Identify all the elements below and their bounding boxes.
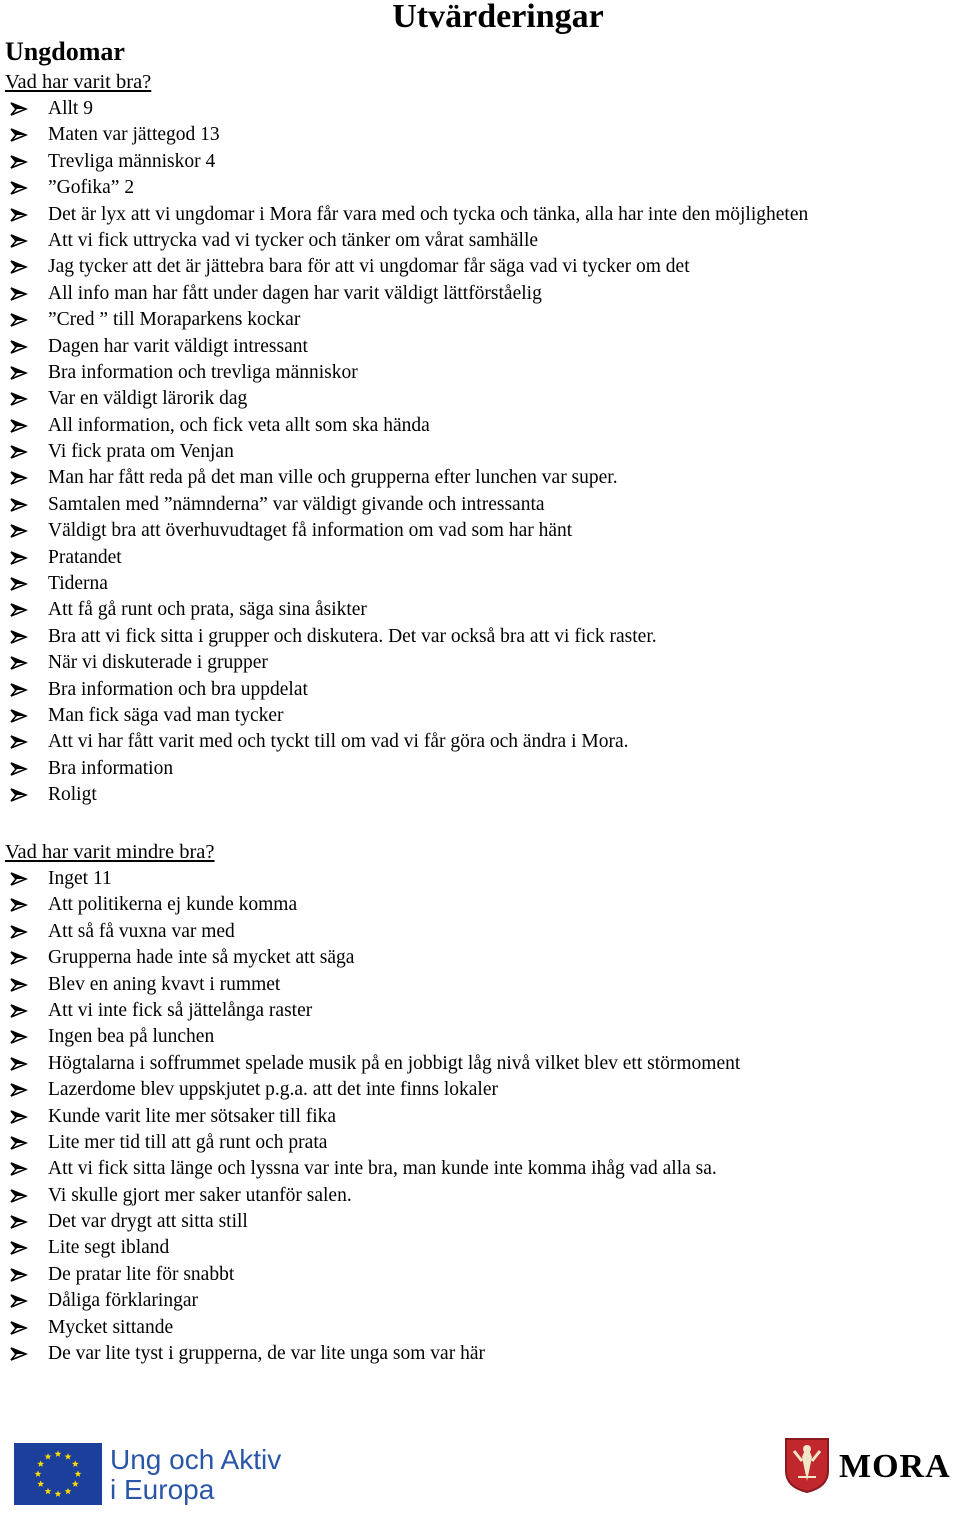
arrow-bullet-icon [10,1215,28,1229]
list-item-text: Roligt [48,784,97,806]
arrow-bullet-icon [10,551,28,565]
list-item [8,96,953,122]
list-item [8,228,953,254]
list-item [8,782,953,808]
list-item [8,677,953,703]
list-item [8,1235,953,1261]
list-item [8,307,953,333]
list-item-text: Att vi fick uttrycka vad vi tycker och tänker om vårat samhälle [48,229,539,251]
eu-logo-line1: Ung och Aktiv [110,1444,282,1475]
arrow-bullet-icon [10,1321,28,1335]
list-item-text: Allt 9 [48,98,93,119]
arrow-bullet-icon [10,656,28,670]
list-item-text: All information, och fick veta allt som ska hända [48,414,430,436]
arrow-bullet-icon [10,978,28,992]
list-item-text: Väldigt bra att överhuvudtaget få information om vad som har hänt [48,520,573,542]
eu-logo-text [110,1445,281,1505]
list-item-text: Att så få vuxna var med [48,920,235,942]
list-item [8,254,953,280]
list-item-text: Trevliga människor 4 [48,150,216,172]
arrow-bullet-icon [10,603,28,617]
arrow-bullet-icon [10,392,28,406]
arrow-bullet-icon [10,709,28,723]
list-item-text: Kunde varit lite mer sötsaker till fika [48,1105,337,1127]
list-item-text: All info man har fått under dagen har varit väldigt lättförståelig [48,282,542,304]
list-item [8,1130,953,1156]
list-item [8,202,953,228]
eu-star [65,1488,72,1495]
list-item [8,972,953,998]
list-item [8,1104,953,1130]
list-item-text: Var en väldigt lärorik dag [48,388,248,410]
list-item [8,413,953,439]
list-item [8,729,953,755]
list-item [8,465,953,491]
arrow-bullet-icon [10,1030,28,1044]
eu-star [45,1453,52,1460]
list-item-text: Maten var jättegod 13 [48,124,220,146]
list-item-text: Bra information [48,757,174,779]
arrow-bullet-icon [10,630,28,644]
arrow-bullet-icon [10,1004,28,1018]
ung-och-aktiv-logo [14,1443,314,1509]
list-item-text: Grupperna hade inte så mycket att säga [48,947,355,969]
list-item [8,1209,953,1235]
eu-star [37,1460,44,1467]
arrow-bullet-icon [10,340,28,354]
list-item-text: Man har fått reda på det man ville och grupperna efter lunchen var super. [48,467,618,489]
list-item-text: Att politikerna ej kunde komma [48,894,298,916]
list-item-text: Mycket sittande [48,1316,174,1338]
list-item [8,439,953,465]
list-item-text: Lite mer tid till att gå runt och prata [48,1131,328,1153]
list-item [8,492,953,518]
list-item-text: Pratandet [48,546,122,568]
list-item [8,703,953,729]
arrow-bullet-icon [10,445,28,459]
list-item [8,919,953,945]
list-item-text: Blev en aning kvavt i rummet [48,973,281,995]
arrow-bullet-icon [10,181,28,195]
arrow-bullet-icon [10,366,28,380]
arrow-bullet-icon [10,683,28,697]
list-item [8,892,953,918]
eu-star [55,1490,62,1497]
mora-logo [784,1437,960,1497]
eu-logo-line2: i Europa [110,1474,215,1505]
page-title: Utvärderingar [392,0,604,35]
arrow-bullet-icon [10,1057,28,1071]
list-item [8,1051,953,1077]
arrow-bullet-icon [10,925,28,939]
list-item-text: ”Cred ” till Moraparkens kockar [48,309,301,331]
arrow-bullet-icon [10,872,28,886]
eu-star [65,1453,72,1460]
arrow-bullet-icon [10,524,28,538]
arrow-bullet-icon [10,128,28,142]
arrow-bullet-icon [10,951,28,965]
list-item [8,334,953,360]
arrow-bullet-icon [10,260,28,274]
arrow-bullet-icon [10,1294,28,1308]
arrow-bullet-icon [10,1189,28,1203]
list-item [8,866,953,892]
arrow-bullet-icon [10,313,28,327]
list-item [8,1262,953,1288]
eu-star [45,1488,52,1495]
arrow-bullet-icon [10,577,28,591]
list-item-text: Bra information och trevliga människor [48,361,358,383]
eu-star [75,1470,82,1477]
section-heading: Ungdomar [5,37,125,66]
arrow-bullet-icon [10,498,28,512]
list-item-text: Vi fick prata om Venjan [48,441,234,463]
list-item-text: Högtalarna i soffrummet spelade musik på en jobbigt låg nivå vilket blev ett störmoment [48,1052,741,1074]
list-item [8,149,953,175]
arrow-bullet-icon [10,1083,28,1097]
list-item-text: När vi diskuterade i grupper [48,652,268,674]
list-item [8,756,953,782]
list-item-text: Lite segt ibland [48,1237,170,1259]
list-item-text: Att vi fick sitta länge och lyssna var inte bra, man kunde inte komma ihåg vad alla sa. [48,1158,717,1180]
list-item [8,122,953,148]
list-item-text: Att vi har fått varit med och tyckt till om vad vi får göra och ändra i Mora. [48,731,629,753]
list-item [8,1156,953,1182]
list-item-text: Att vi inte fick så jättelånga raster [48,999,313,1021]
list-item-text: De pratar lite för snabbt [48,1263,235,1285]
list-item-text: Bra information och bra uppdelat [48,678,308,700]
list-item [8,1288,953,1314]
good-heading: Vad har varit bra? [5,71,152,93]
list-item [8,571,953,597]
list-item [8,597,953,623]
good-list [8,96,953,809]
arrow-bullet-icon [10,1162,28,1176]
arrow-bullet-icon [10,1110,28,1124]
list-item-text: Jag tycker att det är jättebra bara för att vi ungdomar får säga vad vi tycker om det [48,256,690,278]
list-item-text: Dåliga förklaringar [48,1290,198,1312]
list-item-text: Inget 11 [48,868,112,889]
list-item [8,175,953,201]
list-item [8,650,953,676]
eu-star [37,1480,44,1487]
eu-star [72,1460,79,1467]
arrow-bullet-icon [10,287,28,301]
arrow-bullet-icon [10,155,28,169]
list-item-text: Att få gå runt och prata, säga sina åsikter [48,599,367,621]
list-item [8,624,953,650]
list-item-text: Dagen har varit väldigt intressant [48,335,308,357]
list-item [8,545,953,571]
eu-star [72,1480,79,1487]
list-item [8,1183,953,1209]
arrow-bullet-icon [10,1241,28,1255]
list-item-text: Lazerdome blev uppskjutet p.g.a. att det inte finns lokaler [48,1079,498,1101]
list-item [8,518,953,544]
arrow-bullet-icon [10,1268,28,1282]
list-item-text: Samtalen med ”nämnderna” var väldigt givande och intressanta [48,493,545,515]
arrow-bullet-icon [10,762,28,776]
list-item-text: ”Gofika” 2 [48,177,135,199]
arrow-bullet-icon [10,471,28,485]
arrow-bullet-icon [10,208,28,222]
arrow-bullet-icon [10,419,28,433]
list-item [8,1077,953,1103]
bad-list [8,866,953,1367]
arrow-bullet-icon [10,898,28,912]
list-item [8,1341,953,1367]
list-item-text: Ingen bea på lunchen [48,1026,215,1048]
list-item [8,1315,953,1341]
arrow-bullet-icon [10,1347,28,1361]
arrow-bullet-icon [10,102,28,116]
list-item-text: Det var drygt att sitta still [48,1211,248,1233]
arrow-bullet-icon [10,788,28,802]
bad-heading: Vad har varit mindre bra? [5,841,215,863]
list-item-text: Det är lyx att vi ungdomar i Mora får vara med och tycka och tänka, alla har inte den möjligheten [48,203,809,225]
arrow-bullet-icon [10,1136,28,1150]
list-item [8,281,953,307]
arrow-bullet-icon [10,234,28,248]
list-item [8,945,953,971]
list-item-text: Tiderna [48,573,108,595]
list-item [8,360,953,386]
list-item [8,386,953,412]
list-item [8,1024,953,1050]
mora-seal-icon [784,1437,830,1493]
eu-flag-icon [14,1443,102,1505]
list-item [8,998,953,1024]
list-item-text: Vi skulle gjort mer saker utanför salen. [48,1184,352,1206]
list-item-text: De var lite tyst i grupperna, de var lite unga som var här [48,1343,485,1365]
list-item-text: Man fick säga vad man tycker [48,704,284,726]
mora-logo-text: MORA [839,1448,951,1485]
eu-star [35,1470,42,1477]
list-item-text: Bra att vi fick sitta i grupper och diskutera. Det var också bra att vi fick raster. [48,625,657,647]
eu-star [55,1450,62,1457]
arrow-bullet-icon [10,735,28,749]
